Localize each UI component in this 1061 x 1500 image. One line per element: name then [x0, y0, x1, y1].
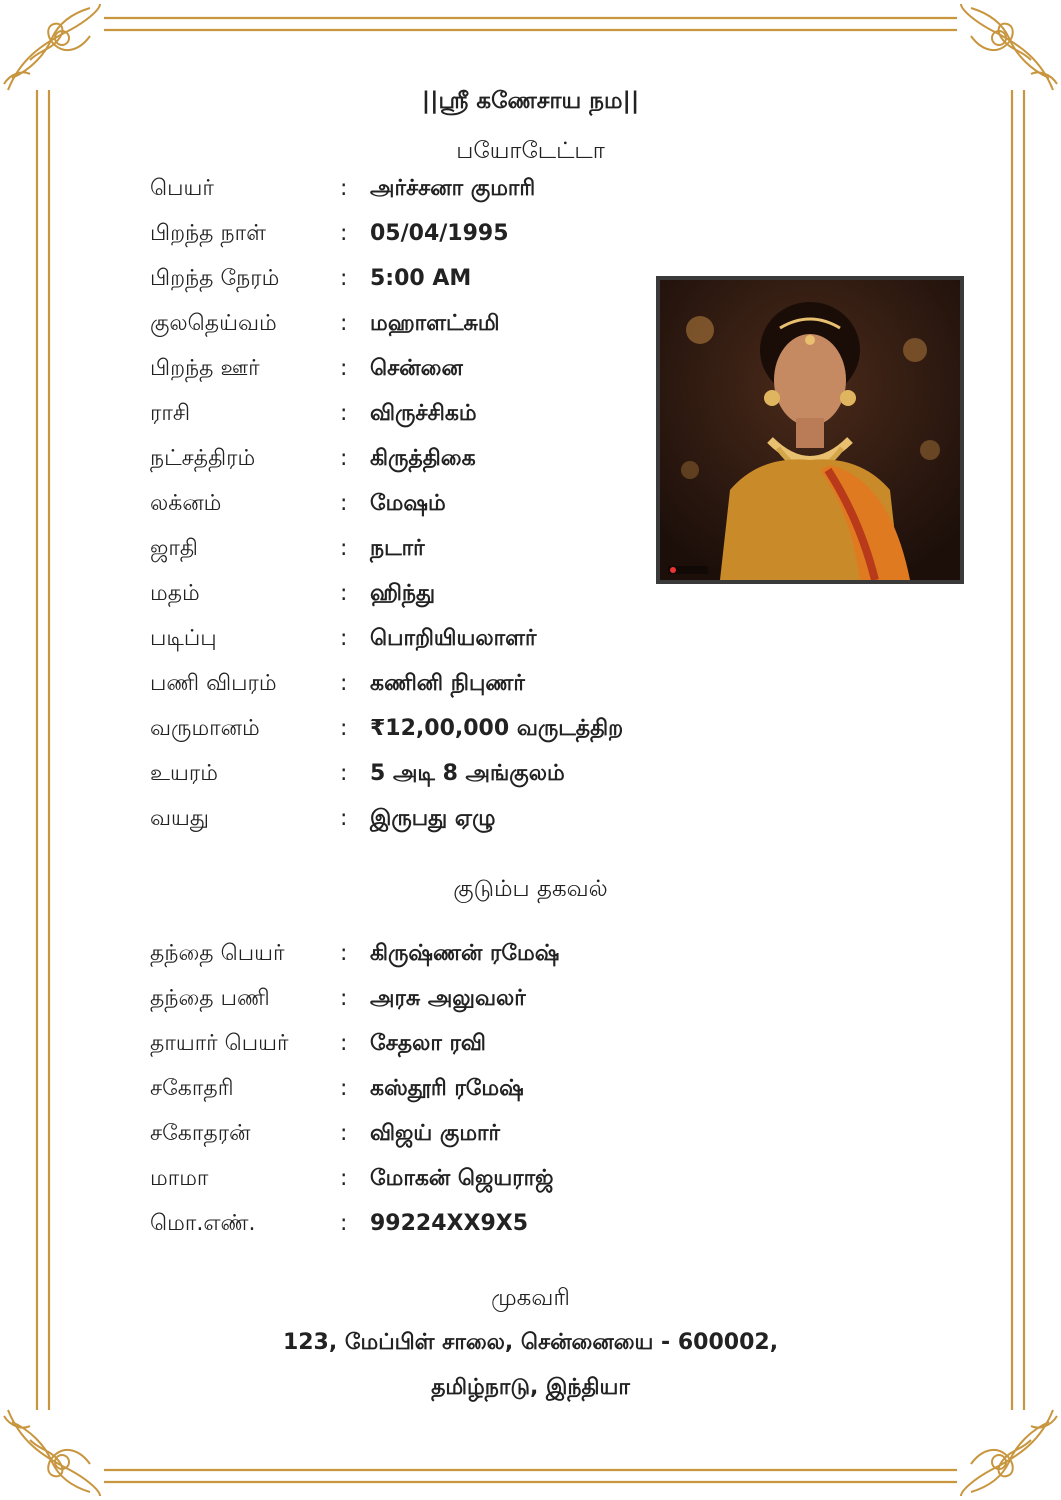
detail-label: ஜாதி: [150, 536, 198, 561]
detail-label: நட்சத்திரம்: [150, 446, 256, 471]
detail-colon: :: [340, 1211, 348, 1236]
detail-colon: :: [340, 536, 348, 561]
corner-ornament-bottom-left: [4, 1410, 100, 1496]
biodata-title: பயோடேட்டா: [456, 138, 605, 164]
detail-label: குலதெய்வம்: [150, 311, 277, 336]
detail-value: ஹிந்து: [370, 581, 436, 606]
detail-label: மதம்: [150, 581, 200, 606]
detail-label: பிறந்த ஊர்: [150, 356, 260, 381]
detail-value: ₹12,00,000 வருடத்திற: [370, 716, 624, 741]
detail-label: சகோதரன்: [150, 1121, 251, 1146]
detail-value: 05/04/1995: [370, 221, 509, 246]
detail-value: மஹாளட்சுமி: [370, 311, 500, 336]
detail-colon: :: [340, 311, 348, 336]
detail-value: விஜய் குமார்: [370, 1121, 501, 1146]
detail-colon: :: [340, 176, 348, 201]
detail-colon: :: [340, 986, 348, 1011]
detail-label: லக்னம்: [150, 491, 222, 516]
detail-colon: :: [340, 491, 348, 516]
detail-colon: :: [340, 446, 348, 471]
detail-value: கணினி நிபுணர்: [370, 671, 525, 696]
detail-label: பணி விபரம்: [150, 671, 277, 696]
detail-label: தந்தை பெயர்: [150, 941, 285, 966]
detail-colon: :: [340, 806, 348, 831]
profile-photo-illustration: [660, 280, 960, 580]
detail-label: படிப்பு: [150, 626, 217, 651]
detail-value: நடார்: [370, 536, 425, 561]
detail-value: மோகன் ஜெயராஜ்: [370, 1166, 554, 1191]
detail-label: தந்தை பணி: [150, 986, 270, 1011]
detail-colon: :: [340, 266, 348, 291]
detail-label: சகோதரி: [150, 1076, 234, 1101]
detail-value: மேஷம்: [370, 491, 446, 516]
detail-label: மாமா: [150, 1166, 209, 1191]
detail-colon: :: [340, 221, 348, 246]
address-section-title: முகவரி: [491, 1285, 570, 1311]
detail-colon: :: [340, 716, 348, 741]
detail-colon: :: [340, 761, 348, 786]
profile-photo: [656, 276, 964, 584]
detail-colon: :: [340, 1121, 348, 1146]
detail-value: 5:00 AM: [370, 266, 472, 291]
detail-label: ராசி: [150, 401, 191, 426]
detail-value: பொறியியலாளர்: [370, 626, 537, 651]
detail-value: கஸ்தூரி ரமேஷ்: [370, 1076, 524, 1101]
detail-label: வருமானம்: [150, 716, 260, 741]
detail-value: விருச்சிகம்: [370, 401, 477, 426]
invocation-heading: ||ஸ்ரீ கணேசாய நம||: [421, 88, 640, 114]
corner-ornament-top-right: [961, 4, 1057, 90]
detail-label: வயது: [150, 806, 209, 831]
detail-value: கிருத்திகை: [370, 446, 476, 471]
detail-colon: :: [340, 626, 348, 651]
detail-colon: :: [340, 581, 348, 606]
detail-label: உயரம்: [150, 761, 218, 786]
detail-value: இருபது ஏழு: [370, 806, 496, 831]
detail-colon: :: [340, 1166, 348, 1191]
detail-value: சேதலா ரவி: [370, 1031, 486, 1056]
detail-colon: :: [340, 356, 348, 381]
detail-colon: :: [340, 401, 348, 426]
detail-label: பிறந்த நேரம்: [150, 266, 280, 291]
detail-colon: :: [340, 1076, 348, 1101]
detail-value: அரசு அலுவலர்: [370, 986, 526, 1011]
detail-label: தாயார் பெயர்: [150, 1031, 289, 1056]
detail-value: 99224XX9X5: [370, 1211, 529, 1236]
detail-value: 5 அடி 8 அங்குலம்: [370, 761, 565, 786]
detail-colon: :: [340, 941, 348, 966]
detail-label: பெயர்: [150, 176, 214, 201]
detail-value: கிருஷ்ணன் ரமேஷ்: [370, 941, 560, 966]
address-line-2: தமிழ்நாடு, இந்தியா: [431, 1375, 630, 1400]
detail-colon: :: [340, 1031, 348, 1056]
detail-label: பிறந்த நாள்: [150, 221, 266, 246]
corner-ornament-bottom-right: [961, 1410, 1057, 1496]
detail-value: அர்ச்சனா குமாரி: [370, 176, 536, 201]
family-section-title: குடும்ப தகவல்: [453, 876, 608, 902]
detail-value: சென்னை: [370, 356, 463, 381]
address-line-1: 123, மேப்பிள் சாலை, சென்னையை - 600002,: [282, 1330, 779, 1355]
corner-ornament-top-left: [4, 4, 100, 90]
detail-label: மொ.எண்.: [150, 1211, 256, 1236]
detail-colon: :: [340, 671, 348, 696]
